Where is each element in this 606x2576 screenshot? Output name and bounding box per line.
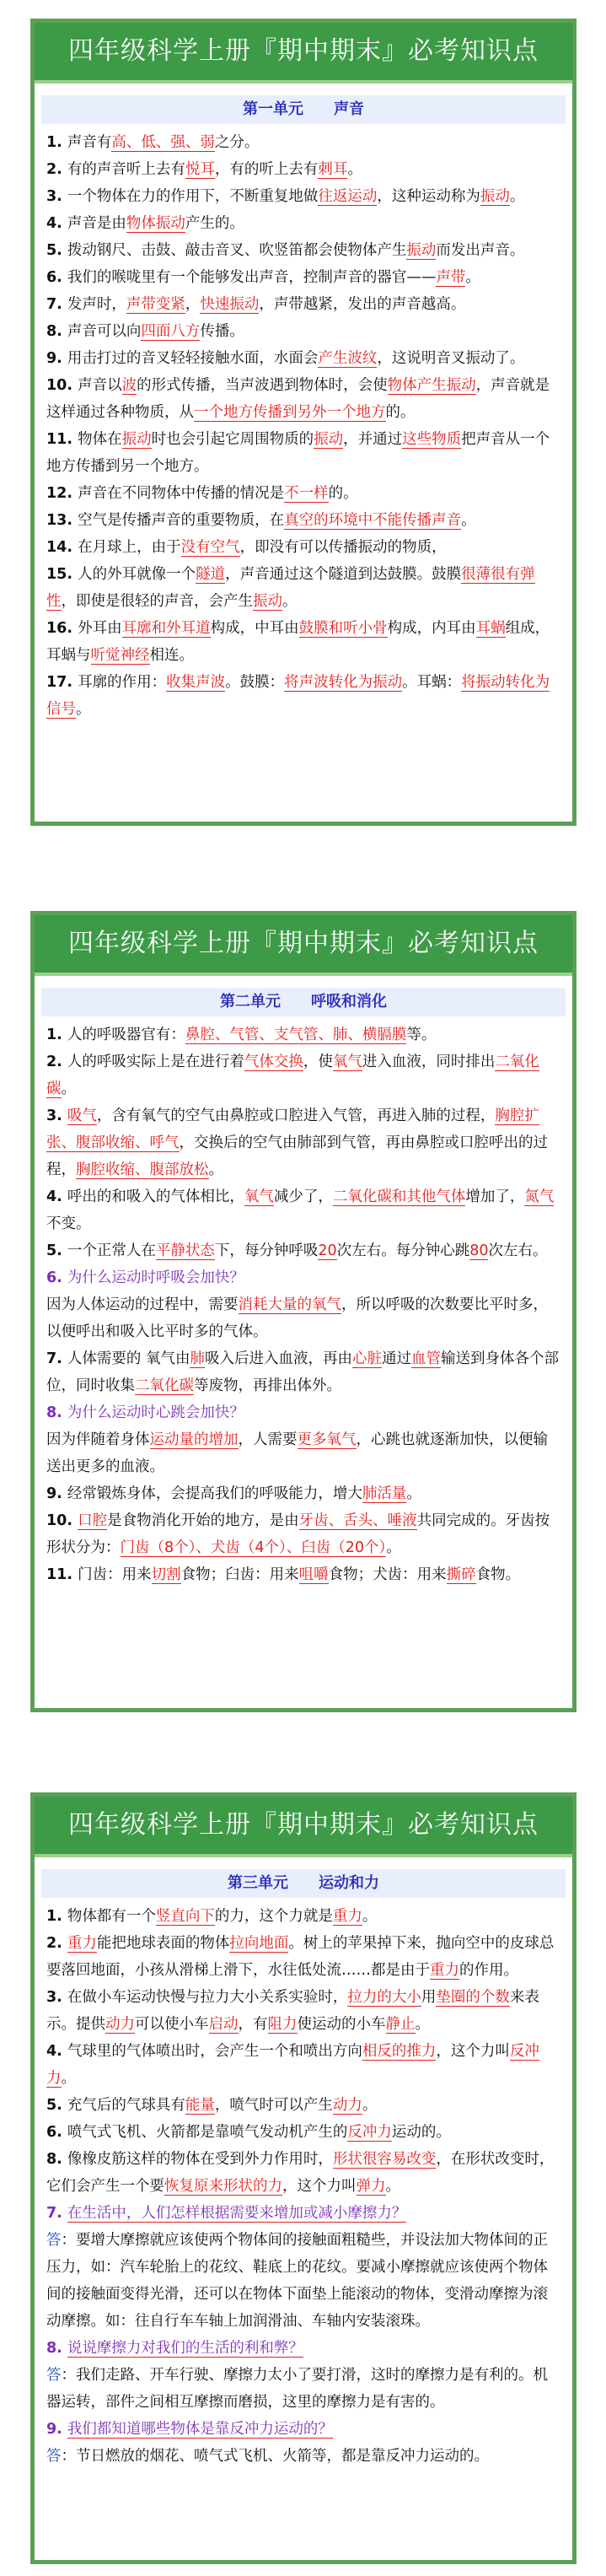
key-term: 胸腔扩张、腹部收缩、呼气 [46, 1107, 539, 1151]
point-text: 。 [362, 2097, 378, 2114]
point-number: 4. [46, 215, 67, 232]
point-text: 把声音从一个地方传播到另一个地方。 [46, 431, 550, 475]
point-text: 呼出的和吸入的气体相比， [67, 1188, 244, 1205]
key-term: 撕碎 [446, 1566, 476, 1583]
key-term: 口腔 [78, 1512, 108, 1529]
knowledge-point [46, 1984, 562, 2038]
key-term: 氮气 [524, 1188, 555, 1205]
key-term: 咀嚼 [298, 1566, 329, 1583]
point-number: 10. [46, 1512, 78, 1529]
knowledge-point [46, 210, 562, 237]
point-text: ，即使是很轻的声音，会产生 [61, 593, 253, 610]
key-term: 更多氧气 [297, 1431, 357, 1448]
point-text: 气球里的气体喷出时，会产生一个和喷出方向 [67, 2043, 362, 2060]
key-term: 运动量的增加 [149, 1431, 239, 1448]
point-text: 共同完成的。牙齿按形状分为： [46, 1512, 550, 1556]
point-number: 2. [46, 1935, 67, 1952]
key-term: 将振动转化为信号 [46, 674, 550, 718]
point-number: 3. [46, 1107, 67, 1124]
key-term: 二氧化碳和其他气体 [332, 1188, 466, 1205]
key-term: 重力 [430, 1962, 459, 1979]
key-term: 一个地方传播到另外一个地方 [194, 404, 386, 421]
key-term: 振动 [480, 188, 510, 205]
point-text: 。 [461, 512, 476, 529]
key-term: 高、低、强、弱 [111, 134, 215, 151]
knowledge-point [46, 426, 562, 480]
point-text: 。 [61, 2070, 76, 2087]
point-text: ，并通过 [343, 431, 403, 448]
point-number: 15. [46, 566, 78, 583]
key-term: 耳廓和外耳道 [121, 620, 211, 637]
point-text: 像橡皮筋这样的物体在受到外力作用时， [67, 2151, 333, 2168]
point-text: 等。 [406, 1027, 437, 1043]
point-text: 拨动钢尺、击鼓、敲击音叉、吹竖笛都会使物体产生 [67, 242, 407, 259]
key-term: 这些物质 [402, 431, 462, 448]
point-text: 门齿：用来 [78, 1566, 152, 1583]
point-text: 耳廓的作用： [78, 674, 167, 691]
answer-label: 答 [46, 2367, 62, 2384]
key-term: 气体交换 [244, 1054, 303, 1070]
knowledge-point [46, 1021, 562, 1048]
point-number: 14. [46, 539, 78, 556]
point-text: 产生的。 [185, 215, 244, 232]
knowledge-point [46, 2416, 562, 2443]
point-number: 4. [46, 1188, 67, 1205]
point-text: 不变。 [46, 1215, 91, 1232]
knowledge-point [46, 1345, 562, 1399]
unit-heading: 第二单元 呼吸和消化 [41, 988, 566, 1016]
point-text: 。耳蜗： [402, 674, 462, 691]
question-text: 我们都知道哪些物体是靠反冲力运动的？ [67, 2421, 333, 2438]
point-text: 。鼓膜： [225, 674, 285, 691]
point-text: 时也会引起它周围物质的 [151, 431, 314, 448]
point-text: 。 [347, 161, 362, 178]
key-term: 启动 [208, 2016, 239, 2033]
point-text: ：要增大摩擦就应该使两个物体间的接触面粗糙些，并设法加大物体间的正压力，如：汽车轮胎上的花纹、鞋底上的花纹。要减小摩擦就应该使两个物体间的接触面变得光滑，还可以在物体下面垫上能滚动的物体，变滑动摩擦为滚动摩擦。如：往自行车车轴上加润滑油、车轴内安装滚珠。 [46, 2232, 548, 2330]
point-number: 7. [46, 296, 67, 313]
point-text: 声音是由 [67, 215, 126, 232]
section-body [35, 129, 572, 731]
point-text: 声音有 [67, 134, 112, 151]
key-term: 二氧化碳 [46, 1054, 539, 1097]
key-term: 恢复原来形状的力 [164, 2178, 282, 2195]
knowledge-point [46, 345, 562, 372]
key-term: 悦耳 [185, 161, 215, 178]
point-text: 能把地球表面的物体 [96, 1935, 230, 1952]
point-text: ，所以呼吸的次数要比平时多，以便呼出和吸入比平时多的气体。 [46, 1296, 548, 1340]
key-term: 往返运动 [318, 188, 378, 205]
point-number: 10. [46, 377, 78, 394]
point-text: 。 [282, 593, 298, 610]
key-term: 相反的推力 [362, 2043, 437, 2060]
key-term: 声带变紧 [126, 296, 185, 313]
point-text: ，在形状改变时，它们会产生一个要 [46, 2151, 555, 2195]
point-text: 物体在 [78, 431, 122, 448]
key-term: 耳蜗 [475, 620, 506, 637]
point-text: ，声带越紧，发出的声音越高。 [259, 296, 466, 313]
point-number: 1. [46, 134, 67, 151]
question-text: 在生活中，人们怎样根据需要来增加或减小摩擦力？ [67, 2205, 407, 2222]
knowledge-point [46, 1561, 562, 1588]
knowledge-point [46, 669, 562, 723]
point-number: 9. [46, 350, 67, 367]
point-text: 一个正常人在 [67, 1242, 156, 1259]
key-term: 很薄很有弹性 [46, 566, 535, 610]
answer-label: 答 [46, 2232, 62, 2249]
point-text: 减少了， [273, 1188, 333, 1205]
unit-heading: 第一单元 声音 [41, 95, 566, 124]
knowledge-point [46, 1903, 562, 1930]
point-text: 等废物，再排出体外。 [194, 1377, 341, 1394]
point-text: ，这说明音叉振动了。 [377, 350, 525, 367]
key-term: 吸气 [67, 1107, 97, 1124]
point-text: 食物；臼齿：用来 [180, 1566, 299, 1583]
key-term: 氧气 [244, 1188, 274, 1205]
answer-label: 答 [46, 2448, 62, 2465]
knowledge-card-3 [30, 1792, 577, 2564]
point-number: 9. [46, 1485, 67, 1502]
key-term: 形状很容易改变 [332, 2151, 437, 2168]
point-text: 而发出声音。 [436, 242, 525, 259]
key-term: 胸腔收缩、腹部放松 [76, 1161, 209, 1178]
point-text: 的作用。 [459, 1962, 518, 1979]
key-term: 心脏 [351, 1350, 382, 1367]
key-term: 切割 [151, 1566, 181, 1583]
knowledge-point [46, 507, 562, 534]
knowledge-point [46, 1480, 562, 1507]
question-number: 6. [46, 1269, 67, 1286]
point-number: 3. [46, 188, 67, 205]
point-text: 输送到身体各个部位，同时收集 [46, 1350, 559, 1394]
knowledge-point [46, 2092, 562, 2119]
key-term: 牙齿、舌头、唾液 [298, 1512, 417, 1529]
key-term: 拉力的大小 [347, 1989, 421, 2006]
point-text: 在做小车运动快慢与拉力大小关系实验时， [67, 1989, 348, 2006]
knowledge-point [46, 2038, 562, 2092]
point-number: 1. [46, 1027, 67, 1043]
point-text: 人的呼吸实际上是在进行着 [67, 1054, 244, 1070]
key-term: 肺活量 [362, 1485, 407, 1502]
point-text: 喷气式飞机、火箭都是靠喷气发动机产生的 [67, 2124, 348, 2141]
knowledge-point [46, 129, 562, 156]
knowledge-point [46, 2335, 562, 2362]
point-text: 传播。 [200, 323, 244, 340]
knowledge-point [46, 561, 562, 615]
point-text: 充气后的气球具有 [67, 2097, 185, 2114]
point-text: 用击打过的音叉轻轻接触水面，水面会 [67, 350, 319, 367]
key-term: 二氧化碳 [135, 1377, 194, 1394]
point-text: 吸入后进入血液，再由 [204, 1350, 352, 1367]
point-number: 6. [46, 2124, 67, 2141]
point-text: 物体都有一个 [67, 1908, 156, 1925]
knowledge-point [46, 2227, 562, 2335]
key-term: 物体振动 [126, 215, 185, 232]
key-term: 隧道 [196, 566, 226, 583]
point-text: ，声音就是这样通过各种物质，从 [46, 377, 550, 421]
key-term: 门齿（8个）、犬齿（4个）、臼齿（20个） [120, 1539, 387, 1556]
key-term: 产生波纹 [318, 350, 378, 367]
point-text: 。 [465, 269, 480, 286]
point-text: ，这种运动称为 [377, 188, 480, 205]
knowledge-point [46, 480, 562, 507]
key-term: 振动 [314, 431, 344, 448]
key-term: 能量 [185, 2097, 215, 2114]
point-text: ，喷气时可以产生 [214, 2097, 333, 2114]
key-term: 垫圈的个数 [436, 1989, 510, 2006]
knowledge-point [46, 2362, 562, 2416]
point-text: 人的呼吸器官有： [67, 1027, 185, 1043]
key-term: 静止 [385, 2016, 416, 2033]
card-title: 四年级科学上册『期中期末』必考知识点 [35, 915, 572, 976]
point-text: 的。 [385, 404, 416, 421]
point-text: ，心跳也就逐渐加快，以便输送出更多的血液。 [46, 1431, 548, 1475]
point-number: 3. [46, 1989, 67, 2006]
key-term: 声带 [436, 269, 466, 286]
knowledge-point [46, 534, 562, 561]
point-text: 食物；犬齿：用来 [328, 1566, 447, 1583]
point-text: ，含有氧气的空气由鼻腔或口腔进入气管，再进入肺的过程， [96, 1107, 496, 1124]
key-term: 波 [121, 377, 137, 394]
point-text: ，声音通过这个隧道到达鼓膜。鼓膜 [225, 566, 462, 583]
point-text: 人的外耳就像一个 [78, 566, 196, 583]
point-text: 我们的喉咙里有一个能够发出声音，控制声音的器官—— [67, 269, 437, 286]
key-term: 竖直向下 [155, 1908, 215, 1925]
point-number: 5. [46, 2097, 67, 2114]
knowledge-card-1 [30, 19, 577, 826]
point-text: 在月球上，由于 [78, 539, 181, 556]
point-text: ，这个力叫 [282, 2178, 357, 2195]
knowledge-point [46, 237, 562, 264]
point-text: 。 [415, 2016, 430, 2033]
key-term: 鼻腔、气管、支气管、肺、横膈膜 [185, 1027, 407, 1043]
point-text: 。 [362, 1908, 378, 1925]
key-term: 刺耳 [318, 161, 348, 178]
key-term: 重力 [67, 1935, 97, 1952]
key-term: 振动 [406, 242, 437, 259]
point-text: 因为人体运动的过程中，需要 [46, 1296, 239, 1313]
key-term: 真空的环境中不能传播声音 [284, 512, 462, 529]
key-term: 拉向地面 [229, 1935, 289, 1952]
point-text: ，使 [303, 1054, 333, 1070]
knowledge-point [46, 2146, 562, 2200]
point-text: ，这个力叫 [436, 2043, 510, 2060]
point-text: 的力，这个力就是 [214, 1908, 333, 1925]
key-term: 氧气 [332, 1054, 362, 1070]
point-text: 增加了， [465, 1188, 525, 1205]
key-term: 80 [469, 1242, 489, 1259]
point-text: 相连。 [149, 647, 194, 664]
point-text: 一个物体在力的作用下，不断重复地做 [67, 188, 319, 205]
key-term: 收集声波 [166, 674, 226, 691]
point-text: 。 [385, 2178, 400, 2195]
point-number: 17. [46, 674, 78, 691]
key-term: 重力 [332, 1908, 362, 1925]
key-term: 四面八方 [141, 323, 201, 340]
knowledge-point [46, 372, 562, 426]
point-text: 因为伴随着身体 [46, 1431, 150, 1448]
point-text: 。 [406, 1485, 421, 1502]
key-term: 物体产生振动 [387, 377, 476, 394]
point-text: 使运动的小车 [297, 2016, 386, 2033]
knowledge-point [46, 1048, 562, 1102]
knowledge-point [46, 1237, 562, 1264]
key-term: 鼓膜和听小骨 [298, 620, 388, 637]
point-number: 13. [46, 512, 78, 529]
point-text: 来表示。提供 [46, 1989, 539, 2033]
point-text: 下，每分钟呼吸 [214, 1242, 319, 1259]
key-term: 快速振动 [200, 296, 260, 313]
point-text: 之分。 [214, 134, 260, 151]
point-text: ， [185, 296, 201, 313]
unit-heading: 第三单元 运动和力 [41, 1869, 566, 1898]
point-text: 声音以 [78, 377, 122, 394]
point-text: 外耳由 [78, 620, 122, 637]
point-text: ，有的听上去有 [214, 161, 319, 178]
point-text: 可以使小车 [135, 2016, 209, 2033]
point-text: 次左右。 [488, 1242, 548, 1259]
knowledge-point [46, 264, 562, 291]
point-text: 有的声音听上去有 [67, 161, 185, 178]
key-term: 振动 [253, 593, 282, 610]
knowledge-point [46, 1426, 562, 1480]
point-text: 人体需要的 氧气由 [67, 1350, 190, 1367]
point-text: 。 [61, 1081, 76, 1097]
key-term: 血管 [410, 1350, 441, 1367]
key-term: 平静状态 [155, 1242, 215, 1259]
knowledge-point [46, 1264, 562, 1291]
knowledge-point [46, 1183, 562, 1237]
point-text: 。树上的苹果掉下来，抛向空中的皮球总要落回地面，小孩从滑梯上滑下，水往低处流……都是由于 [46, 1935, 555, 1979]
knowledge-point [46, 2200, 562, 2227]
key-term: 肺 [190, 1350, 205, 1367]
point-text: 的形式传播，当声波遇到物体时，会使 [137, 377, 388, 394]
point-number: 2. [46, 161, 67, 178]
point-text: 声音在不同物体中传播的情况是 [78, 485, 285, 502]
key-term: 消耗大量的氧气 [238, 1296, 341, 1313]
key-term: 动力 [332, 2097, 362, 2114]
knowledge-point [46, 156, 562, 183]
question-number: 8. [46, 1404, 67, 1421]
point-number: 2. [46, 1054, 67, 1070]
point-text: 次左右。每分钟心跳 [336, 1242, 470, 1259]
point-text: ，人需要 [238, 1431, 298, 1448]
card-title: 四年级科学上册『期中期末』必考知识点 [35, 23, 572, 84]
knowledge-card-2 [30, 911, 577, 1712]
point-text: 食物。 [475, 1566, 521, 1583]
point-text: 。 [208, 1161, 223, 1178]
point-number: 11. [46, 431, 78, 448]
key-term: 反冲力 [347, 2124, 392, 2141]
point-text: 用 [421, 1989, 437, 2006]
section-body [35, 1021, 572, 1597]
knowledge-point [46, 291, 562, 318]
point-number: 16. [46, 620, 78, 637]
knowledge-point [46, 1399, 562, 1426]
point-text: ：节日燃放的烟花、喷气式飞机、火箭等，都是靠反冲力运动的。 [61, 2448, 489, 2465]
point-text: ，即没有可以传播振动的物质， [239, 539, 447, 556]
key-term: 将声波转化为振动 [284, 674, 403, 691]
point-text: 进入血液，同时排出 [362, 1054, 496, 1070]
question-number: 7. [46, 2205, 67, 2222]
key-term: 阻力 [267, 2016, 298, 2033]
key-term: 没有空气 [180, 539, 240, 556]
point-text: 运动的。 [391, 2124, 451, 2141]
knowledge-point [46, 1930, 562, 1984]
point-text: 。 [509, 188, 525, 205]
point-text: ，有 [238, 2016, 268, 2033]
card-title: 四年级科学上册『期中期末』必考知识点 [35, 1797, 572, 1857]
point-text: 经常锻炼身体，会提高我们的呼吸能力，增大 [67, 1485, 362, 1502]
point-text: 通过 [381, 1350, 411, 1367]
point-number: 7. [46, 1350, 67, 1367]
point-number: 8. [46, 2151, 67, 2168]
key-term: 动力 [105, 2016, 135, 2033]
point-number: 8. [46, 323, 67, 340]
key-term: 弹力 [356, 2178, 386, 2195]
knowledge-point [46, 318, 562, 345]
question-number: 8. [46, 2340, 67, 2357]
question-number: 9. [46, 2421, 67, 2438]
point-text: 空气是传播声音的重要物质，在 [78, 512, 285, 529]
point-text: ，交换后的空气由肺部到气管，再由鼻腔或口腔呼出的过程， [46, 1134, 548, 1178]
key-term: 反冲力 [46, 2043, 539, 2087]
knowledge-point [46, 183, 562, 210]
knowledge-point [46, 1507, 562, 1561]
key-term: 不一样 [284, 485, 329, 502]
key-term: 20 [318, 1242, 337, 1259]
question-text: 为什么运动时呼吸会加快？ [67, 1269, 244, 1286]
key-term: 听觉神经 [90, 647, 150, 664]
question-text: 说说摩擦力对我们的生活的利和弊？ [67, 2340, 303, 2357]
question-text: 为什么运动时心跳会加快？ [67, 1404, 244, 1421]
point-text: 。 [76, 701, 91, 718]
point-text: 声音可以向 [67, 323, 142, 340]
key-term: 振动 [121, 431, 152, 448]
point-number: 12. [46, 485, 78, 502]
point-text: 的。 [328, 485, 358, 502]
point-number: 6. [46, 269, 67, 286]
point-number: 5. [46, 242, 67, 259]
knowledge-point [46, 1102, 562, 1183]
section-body [35, 1903, 572, 2478]
knowledge-point [46, 2443, 562, 2470]
point-text: ：我们走路、开车行驶、摩擦力太小了要打滑，这时的摩擦力是有利的。机器运转，部件之间相互摩擦而磨损，这里的摩擦力是有害的。 [46, 2367, 548, 2411]
point-number: 5. [46, 1242, 67, 1259]
knowledge-point [46, 615, 562, 669]
point-number: 1. [46, 1908, 67, 1925]
knowledge-point [46, 2119, 562, 2146]
point-number: 11. [46, 1566, 78, 1583]
knowledge-point [46, 1291, 562, 1345]
point-text: 发声时， [67, 296, 126, 313]
point-text: 组成，耳蜗与 [46, 620, 550, 664]
point-text: 构成，中耳由 [210, 620, 299, 637]
point-text: 。 [386, 1539, 401, 1556]
point-number: 4. [46, 2043, 67, 2060]
point-text: 是食物消化开始的地方，是由 [107, 1512, 299, 1529]
point-text: 构成，内耳由 [387, 620, 476, 637]
